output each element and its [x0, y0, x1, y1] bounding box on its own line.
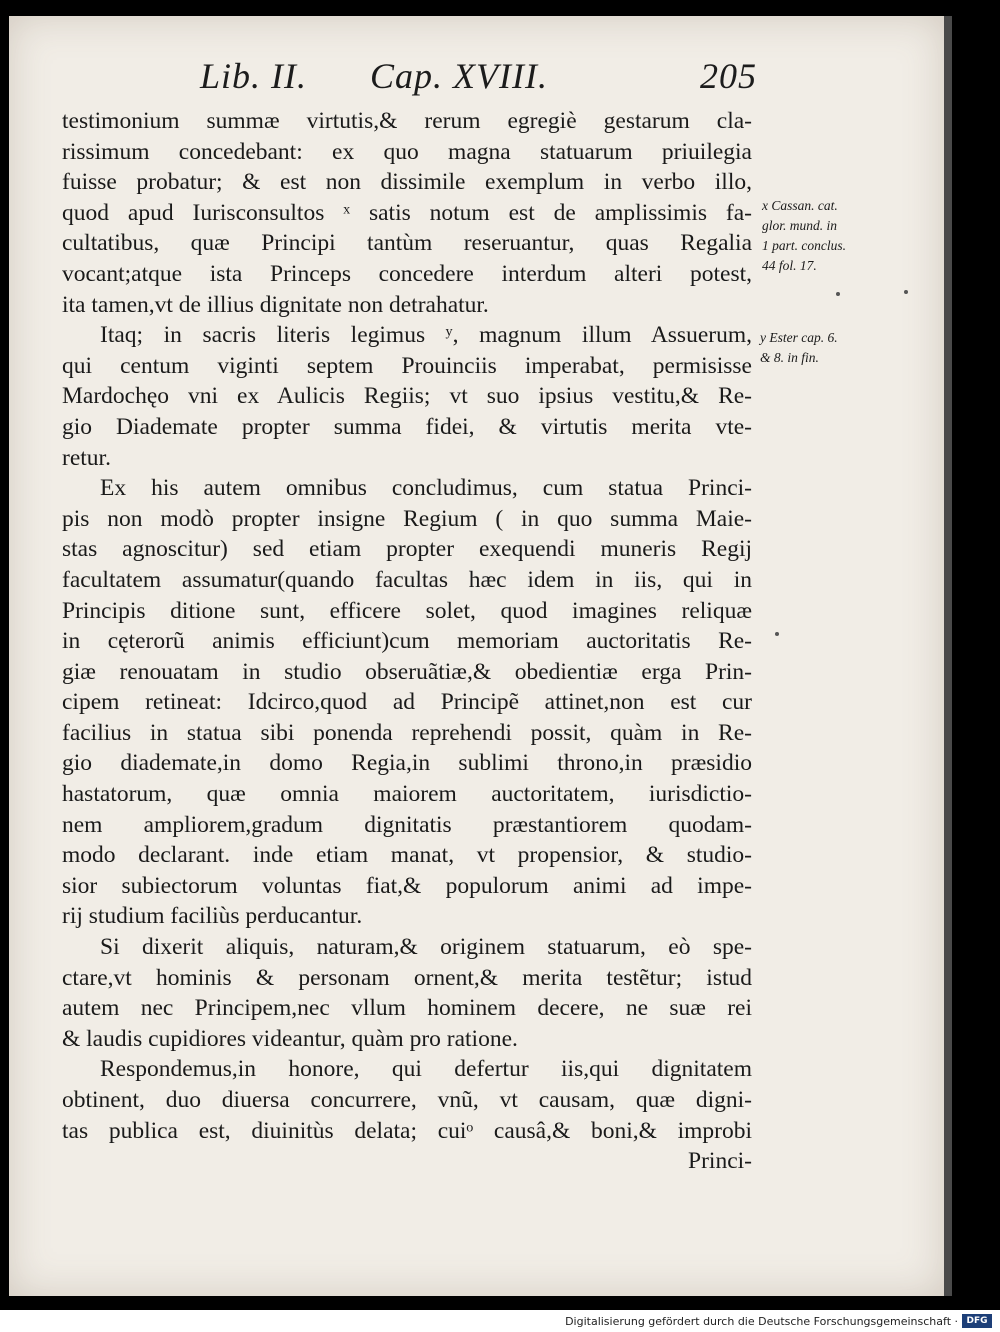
funding-credit: Digitalisierung gefördert durch die Deutsche Forschungsgemeinschaft ·: [565, 1315, 958, 1328]
dfg-logo: DFG: [962, 1314, 992, 1328]
paragraph-start-line: Si dixerit aliquis, naturam,& originem statuarum, eò spe-: [100, 934, 752, 961]
text-line: cipem retineat: Idcirco,quod ad Principẽ attinet,non est cur: [62, 689, 752, 716]
text-line: in cęterorũ animis efficiunt)cum memoriam auctoritatis Re-: [62, 628, 752, 655]
text-line: rij studium faciliùs perducantur.: [62, 903, 363, 930]
margin-note-y: [760, 328, 838, 368]
text-line: nem ampliorem,gradum dignitatis præstantiorem quodam-: [62, 811, 752, 838]
margin-note-line: 1 part. conclus.: [762, 238, 846, 253]
text-line: gio diademate,in domo Regia,in sublimi throno,in præsidio: [62, 750, 752, 777]
ink-speck: [904, 290, 908, 294]
text-line: pis non modò propter insigne Regium ( in quo summa Maie-: [62, 505, 752, 532]
text-line: retur.: [62, 444, 111, 471]
paragraph-start-line: Ex his autem omnibus concludimus, cum statua Princi-: [100, 475, 752, 502]
margin-note-line: glor. mund. in: [762, 218, 838, 233]
paragraph-start-line: Itaq; in sacris literis legimus ʸ, magnum illum Assuerum,: [100, 322, 752, 349]
text-line: vocant;atque ista Princeps concedere interdum alteri potest,: [62, 260, 752, 287]
text-line: modo declarant. inde etiam manat, vt propensior, & studio-: [62, 842, 752, 869]
header-caput: Cap. XVIII.: [370, 56, 548, 96]
text-line: Mardochęo vni ex Aulicis Regiis; vt suo ipsius vestitu,& Re-: [62, 383, 752, 410]
text-line: ctare,vt hominis & personam ornent,& merita testẽtur; istud: [62, 964, 752, 991]
text-line: obtinent, duo diuersa concurrere, vnũ, vt causam, quæ digni-: [62, 1087, 752, 1113]
digitization-footer: [0, 1310, 1000, 1332]
text-line: stas agnoscitur) sed etiam propter exequendi muneris Regij: [62, 536, 752, 563]
ink-speck: [836, 292, 840, 296]
paragraph-start-line: Respondemus,in honore, qui defertur iis,qui dignitatem: [100, 1056, 752, 1083]
text-line: Principis ditione sunt, efficere solet, quod imagines reliquæ: [62, 597, 752, 624]
margin-note-line: x Cassan. cat.: [762, 198, 838, 213]
text-line: rissimum concedebant: ex quo magna statuarum priuilegia: [62, 138, 752, 165]
ink-speck: [775, 632, 779, 636]
margin-note-x: [762, 196, 846, 276]
text-line: ita tamen,vt de illius dignitate non detrahatur.: [62, 291, 489, 318]
text-line: qui centum viginti septem Prouinciis imperabat, permisisse: [62, 352, 752, 379]
header-liber: Lib. II.: [200, 56, 307, 96]
text-line: facilius in statua sibi ponenda reprehendi possit, quàm in Re-: [62, 719, 752, 746]
text-line: tas publica est, diuinitùs delata; cuiᵒ causâ,& boni,& improbi: [62, 1117, 752, 1144]
catchword: Princi-: [688, 1148, 752, 1175]
margin-note-line: 44 fol. 17.: [762, 258, 817, 273]
text-line: autem nec Principem,nec vllum hominem decere, ne suæ rei: [62, 995, 752, 1022]
running-header: [200, 55, 760, 101]
text-line: gio Diademate propter summa fidei, & virtutis merita vte-: [62, 413, 752, 440]
text-line: quod apud Iurisconsultos ˣ satis notum est de amplissimis fa-: [62, 199, 752, 226]
text-line: facultatem assumatur(quando facultas hæc idem in iis, qui in: [62, 566, 752, 593]
margin-note-line: & 8. in fin.: [760, 350, 819, 365]
page-number: 205: [700, 56, 757, 96]
text-line: sior subiectorum voluntas fiat,& populorum animi ad impe-: [62, 872, 752, 899]
text-line: cultatibus, quæ Principi tantùm reseruantur, quas Regalia: [62, 230, 752, 257]
text-line: hastatorum, quæ omnia maiorem auctoritatem, iurisdictio-: [62, 781, 752, 808]
text-line: & laudis cupidiores videantur, quàm pro ratione.: [62, 1025, 518, 1052]
text-line: testimonium summæ virtutis,& rerum egregiè gestarum cla-: [62, 108, 752, 134]
text-line: fuisse probatur; & est non dissimile exemplum in verbo illo,: [62, 169, 752, 196]
main-text: [62, 106, 752, 1177]
page-edge: [944, 16, 952, 1296]
margin-note-line: y Ester cap. 6.: [760, 330, 838, 345]
text-line: giæ renouatam in studio obseruãtiæ,& obedientiæ erga Prin-: [62, 658, 752, 685]
